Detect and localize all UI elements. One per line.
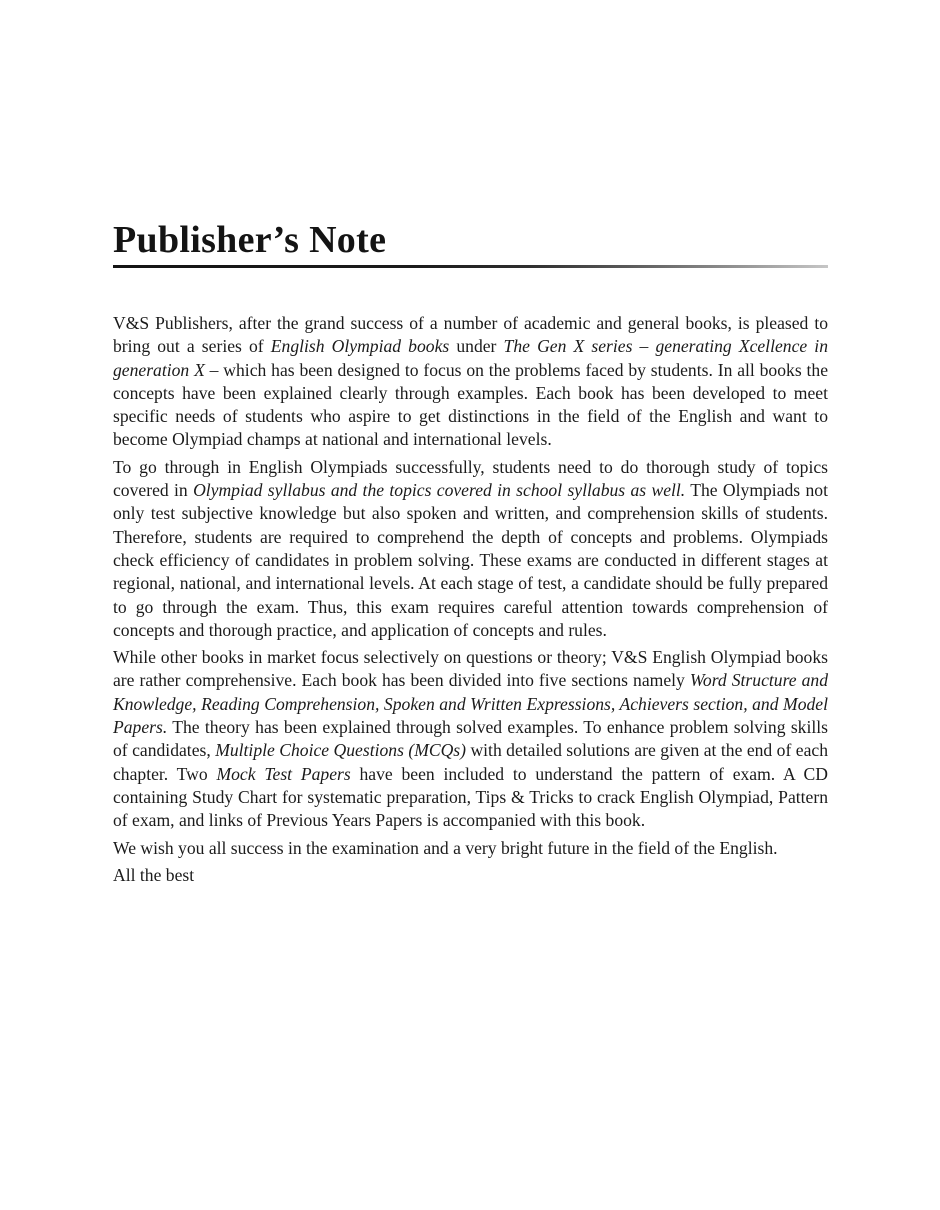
italic-run: Word Structure and Knowledge, Reading Comprehension, Spoken and Written Expressions, Achievers section, and Model Papers. — [113, 670, 829, 738]
paragraph-4 — [113, 837, 828, 860]
note-body — [113, 312, 828, 887]
italic-run: Mock Test Papers — [216, 763, 351, 784]
note-header — [113, 221, 828, 268]
italic-run: Olympiad syllabus and the topics covered in school syllabus as well. — [193, 480, 686, 501]
italic-run: Multiple Choice Questions (MCQs) — [215, 740, 467, 761]
text-run: The Olympiads not only test subjective knowledge but also spoken and written, and comprehension skills of students. Therefore, students are required to comprehend the depth of concepts and problems. Olympiads check efficiency of candidates in problem solving. These exams are conducted in different stages at regional, national, and international levels. At each stage of test, a candidate should be fully prepared to go through the exam. Thus, this exam requires careful attention towards comprehension of concepts and thorough practice, and application of concepts and rules. — [113, 480, 828, 640]
text-run: V&S Publishers, after the grand success of a number of academic and general books, is pleased to bring out a series of — [113, 313, 828, 357]
text-run: While other books in market focus selectively on questions or theory; V&S English Olympiad books are rather comprehensive. Each book has been divided into five sections namely — [113, 647, 828, 691]
text-run: We wish you all success in the examination and a very bright future in the field of the English. — [113, 837, 778, 858]
text-run: with detailed solutions are given at the end of each chapter. Two — [113, 740, 828, 784]
italic-run: English Olympiad books — [270, 336, 450, 357]
text-run: All the best — [113, 864, 195, 885]
text-run: – which has been designed to focus on the problems faced by students. In all books the concepts have been explained clearly through examples. Each book has been developed to meet specific needs of students who aspire to get distinctions in the field of the English and want to become Olympiad champs at national and international levels. — [113, 359, 828, 450]
text-run: To go through in English Olympiads successfully, students need to do thorough study of topics covered in — [113, 456, 828, 501]
text-run: under — [449, 336, 504, 357]
paragraph-5 — [113, 864, 828, 887]
title-rule — [113, 265, 828, 268]
text-run: have been included to understand the pattern of exam. A CD containing Study Chart for systematic preparation, Tips & Tricks to crack English Olympiad, Pattern of exam, and links of Previous Years Papers is accompanied with this book. — [113, 763, 828, 831]
paragraph-3 — [113, 646, 828, 832]
paragraph-2 — [113, 456, 828, 642]
page-title: Publisher’s Note — [113, 219, 387, 261]
text-run: The theory has been explained through solved examples. To enhance problem solving skills of candidates, — [113, 717, 828, 761]
page-content — [113, 221, 828, 891]
italic-run: The Gen X series – generating Xcellence in generation X — [113, 336, 828, 380]
paragraph-1 — [113, 312, 828, 452]
